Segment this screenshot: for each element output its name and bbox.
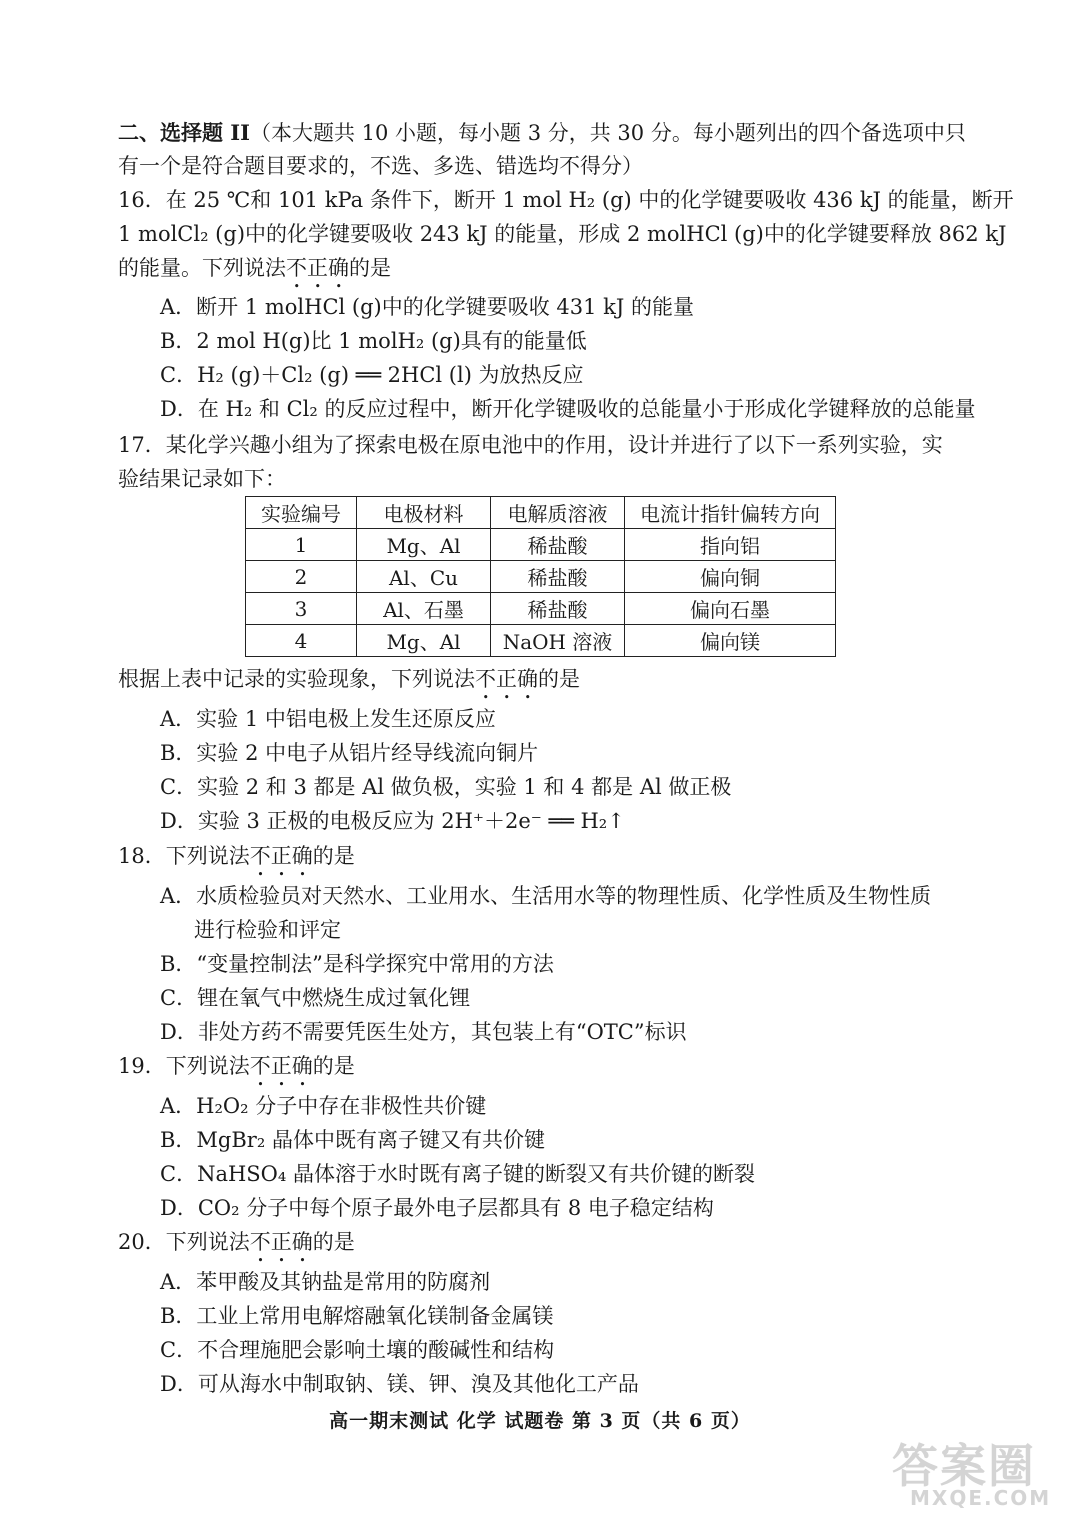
watermark-logo — [892, 1430, 1052, 1510]
q18-stem-text: 18．下列说法 — [118, 844, 250, 868]
table-header: 电解质溶液 — [491, 497, 625, 529]
q19-stem — [118, 1051, 355, 1091]
section-description: （本大题共 10 小题，每小题 3 分，共 30 分。每小题列出的四个备选项中只 — [249, 121, 966, 145]
table-header: 电流计指针偏转方向 — [625, 497, 836, 529]
q17-stem-line2: 验结果记录如下： — [118, 467, 286, 491]
table-header: 电极材料 — [357, 497, 491, 529]
q20-option-b: B．工业上常用电解熔融氧化镁制备金属镁 — [160, 1304, 554, 1328]
q19-option-d: D．CO₂ 分子中每个原子最外电子层都具有 8 电子稳定结构 — [160, 1196, 714, 1220]
q19-option-a: A．H₂O₂ 分子中存在非极性共价键 — [160, 1094, 487, 1118]
q17-option-a: A．实验 1 中铝电极上发生还原反应 — [160, 707, 496, 731]
watermark-text: 答案圈 — [892, 1439, 1036, 1493]
q17-stem-text: 根据上表中记录的实验现象，下列说法 — [118, 667, 475, 691]
q19-stem-text: 19．下列说法 — [118, 1054, 250, 1078]
q19-option-c: C．NaHSO₄ 晶体溶于水时既有离子键的断裂又有共价键的断裂 — [160, 1162, 755, 1186]
q18-option-c: C．锂在氧气中燃烧生成过氧化锂 — [160, 986, 471, 1010]
table-cell: 偏向石墨 — [625, 593, 836, 625]
table-cell: 稀盐酸 — [491, 593, 625, 625]
q20-emphasis: 不正确 — [249, 1230, 313, 1254]
q20-stem — [118, 1227, 355, 1267]
page-footer: 高一期末测试 化学 试题卷 第 3 页（共 6 页） — [329, 1410, 751, 1432]
q16-emphasis: 不正确 — [286, 256, 349, 280]
table-cell: 2 — [246, 561, 357, 593]
q16-stem-line2: 1 molCl₂ (g)中的化学键要吸收 243 kJ 的能量，形成 2 molHCl (g)中的化学键要释放 862 kJ — [118, 222, 1007, 246]
section-description-line2: 有一个是符合题目要求的，不选、多选、错选均不得分） — [118, 154, 643, 178]
q16-option-a: A．断开 1 molHCl (g)中的化学键要吸收 431 kJ 的能量 — [160, 295, 695, 319]
table-cell: 1 — [246, 529, 357, 561]
table-header-row — [246, 497, 836, 529]
table-cell: 稀盐酸 — [491, 561, 625, 593]
q16-option-b: B．2 mol H(g)比 1 molH₂ (g)具有的能量低 — [160, 329, 587, 353]
q18-option-a: A．水质检验员对天然水、工业用水、生活用水等的物理性质、化学性质及生物性质 — [160, 884, 932, 908]
table-cell: Al、Cu — [357, 561, 491, 593]
q17-option-b: B．实验 2 中电子从铝片经导线流向铜片 — [160, 741, 539, 765]
q19-option-b: B．MgBr₂ 晶体中既有离子键又有共价键 — [160, 1128, 545, 1152]
q16-stem-end: 的是 — [349, 256, 391, 280]
q17-option-d: D．实验 3 正极的电极反应为 2H⁺＋2e⁻ ══ H₂↑ — [160, 809, 625, 833]
q16-option-d: D．在 H₂ 和 Cl₂ 的反应过程中，断开化学键吸收的总能量小于形成化学键释放的总能量 — [160, 397, 976, 421]
table-cell: NaOH 溶液 — [491, 625, 625, 657]
table-row — [246, 625, 836, 657]
section-heading — [118, 118, 966, 148]
table-cell: Mg、Al — [357, 529, 491, 561]
table-cell: Al、石墨 — [357, 593, 491, 625]
q16-stem-line3 — [118, 253, 391, 293]
q18-emphasis: 不正确 — [249, 844, 313, 868]
q17-stem-end: 的是 — [538, 667, 580, 691]
table-cell: 稀盐酸 — [491, 529, 625, 561]
q20-option-a: A．苯甲酸及其钠盐是常用的防腐剂 — [160, 1270, 491, 1294]
q18-stem-end: 的是 — [312, 844, 355, 868]
q17-stem-line1: 17．某化学兴趣小组为了探索电极在原电池中的作用，设计并进行了以下一系列实验，实 — [118, 433, 943, 457]
q16-option-c: C．H₂ (g)＋Cl₂ (g) ══ 2HCl (l) 为放热反应 — [160, 363, 584, 387]
q16-stem-text: 的能量。下列说法 — [118, 256, 286, 280]
q17-emphasis: 不正确 — [475, 667, 538, 691]
table-cell: 指向铝 — [625, 529, 836, 561]
table-cell: 偏向镁 — [625, 625, 836, 657]
table-cell: 偏向铜 — [625, 561, 836, 593]
q16-stem-line1: 16．在 25 ℃和 101 kPa 条件下，断开 1 mol H₂ (g) 中的化学键要吸收 436 kJ 的能量，断开 — [118, 188, 1014, 212]
q17-stem-line3 — [118, 664, 580, 704]
q17-option-c: C．实验 2 和 3 都是 Al 做负极，实验 1 和 4 都是 Al 做正极 — [160, 775, 732, 799]
experiment-table — [245, 496, 836, 657]
table-row — [246, 593, 836, 625]
table-cell: 3 — [246, 593, 357, 625]
q18-option-d: D．非处方药不需要凭医生处方，其包装上有“OTC”标识 — [160, 1020, 687, 1044]
table-row — [246, 529, 836, 561]
q20-option-c: C．不合理施肥会影响土壤的酸碱性和结构 — [160, 1338, 555, 1362]
q20-option-d: D．可从海水中制取钠、镁、钾、溴及其他化工产品 — [160, 1372, 639, 1396]
watermark-domain: MXQE.COM — [910, 1486, 1052, 1510]
table-cell: 4 — [246, 625, 357, 657]
section-title: 二、选择题 II — [118, 120, 250, 145]
table-cell: Mg、Al — [357, 625, 491, 657]
q19-stem-end: 的是 — [312, 1054, 355, 1078]
q18-stem — [118, 841, 355, 881]
q18-option-b: B．“变量控制法”是科学探究中常用的方法 — [160, 952, 554, 976]
q18-option-a-cont: 进行检验和评定 — [194, 918, 341, 942]
table-row — [246, 561, 836, 593]
table-header: 实验编号 — [246, 497, 357, 529]
q20-stem-end: 的是 — [312, 1230, 355, 1254]
q19-emphasis: 不正确 — [249, 1054, 313, 1078]
q20-stem-text: 20．下列说法 — [118, 1230, 250, 1254]
